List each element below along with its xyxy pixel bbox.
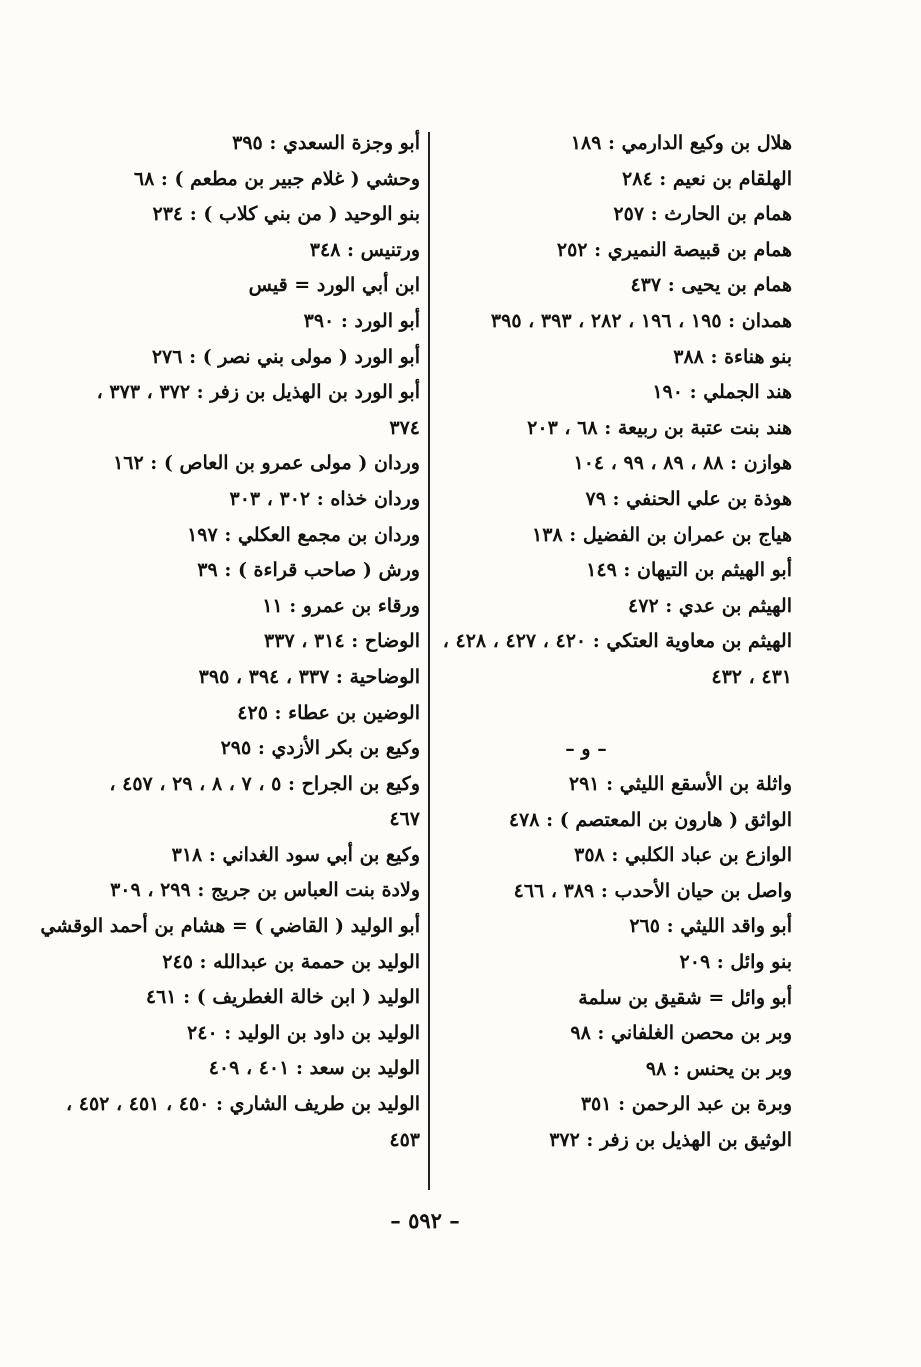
- index-entry: الوثيق بن الهذيل بن زفر : ٣٧٢: [549, 1129, 792, 1152]
- index-entry: الهيثم بن عدي : ٤٧٢: [628, 594, 792, 617]
- index-entry: أبو الورد : ٣٩٠: [303, 309, 420, 332]
- index-entry: الهلقام بن نعيم : ٢٨٤: [622, 167, 792, 190]
- index-entry: الوليد ( ابن خالة الغطريف ) : ٤٦١: [145, 986, 420, 1009]
- index-entry: الوضاح : ٣١٤ ، ٣٣٧: [264, 630, 420, 653]
- index-entry: ولادة بنت العباس بن جريج : ٢٩٩ ، ٣٠٩: [110, 879, 420, 902]
- index-entry: الوليد بن سعد : ٤٠١ ، ٤٠٩: [208, 1057, 420, 1080]
- index-entry: وبرة بن عبد الرحمن : ٣٥١: [580, 1093, 792, 1116]
- index-entry: همام بن الحارث : ٢٥٧: [613, 203, 792, 226]
- index-entry: ٤٥٣: [389, 1128, 420, 1151]
- index-entry: بنو وائل : ٢٠٩: [679, 951, 792, 974]
- index-entry: هند بنت عتبة بن ربيعة : ٦٨ ، ٢٠٣: [527, 416, 792, 439]
- right-column: [440, 126, 792, 1159]
- index-entry: الهيثم بن معاوية العتكي : ٤٢٠ ، ٤٢٧ ، ٤٢٨ ،: [442, 630, 792, 653]
- index-entry: ٤٣١ ، ٤٣٢: [711, 665, 792, 688]
- section-letter-waw: – و –: [565, 737, 607, 760]
- index-entry: أبو الهيثم بن التيهان : ١٤٩: [586, 559, 792, 582]
- index-entry: وكيع بن الجراح : ٥ ، ٧ ، ٨ ، ٢٩ ، ٤٥٧ ،: [109, 772, 420, 795]
- index-entry: ٣٧٤: [389, 416, 420, 439]
- index-entry: الواثق ( هارون بن المعتصم ) : ٤٧٨: [508, 808, 792, 831]
- index-entry: الوليد بن داود بن الوليد : ٢٤٠: [187, 1021, 420, 1044]
- index-entry: الوضين بن عطاء : ٤٢٥: [237, 701, 420, 724]
- index-entry: وبر بن محصن الغلفاني : ٩٨: [570, 1022, 792, 1045]
- index-entry: بنو هناءة : ٣٨٨: [673, 345, 792, 368]
- index-entry: أبو الوليد ( القاضي ) = هشام بن أحمد الوقشي: [40, 915, 420, 938]
- index-entry: ورتنيس : ٣٤٨: [309, 238, 420, 261]
- right-entries-bottom: [440, 767, 792, 1159]
- index-entry: واثلة بن الأسقع الليثي : ٢٩١: [568, 773, 792, 796]
- index-entry: همدان : ١٩٥ ، ١٩٦ ، ٢٨٢ ، ٣٩٣ ، ٣٩٥: [490, 309, 792, 332]
- index-entry: ابن أبي الورد = قيس: [248, 274, 420, 297]
- index-entry: هلال بن وكيع الدارمي : ١٨٩: [570, 132, 792, 154]
- left-entries: [40, 126, 420, 1158]
- index-entry: ورش ( صاحب قراءة ) : ٣٩: [197, 559, 420, 582]
- index-entry: هند الجملي : ١٩٠: [652, 381, 792, 404]
- index-entry: هياج بن عمران بن الفضيل : ١٣٨: [532, 523, 792, 546]
- index-entry: أبو وائل = شقيق بن سلمة: [578, 986, 792, 1009]
- index-entry: وردان ( مولى عمرو بن العاص ) : ١٦٢: [113, 452, 420, 475]
- index-entry: وردان بن مجمع العكلي : ١٩٧: [187, 523, 420, 546]
- index-entry: همام بن يحيى : ٤٣٧: [630, 274, 792, 297]
- index-entry: وكيع بن أبي سود الغداني : ٣١٨: [171, 843, 420, 866]
- left-column: [40, 126, 420, 1158]
- page-number: – ٥٩٢ –: [390, 1208, 460, 1233]
- right-entries-top: [440, 126, 792, 696]
- index-entry: ٤٦٧: [389, 808, 420, 831]
- index-entry: الوليد بن حممة بن عبدالله : ٢٤٥: [162, 950, 420, 973]
- index-entry: وبر بن يحنس : ٩٨: [645, 1057, 792, 1080]
- index-entry: هوذة بن علي الحنفي : ٧٩: [585, 487, 792, 510]
- index-entry: وحشي ( غلام جبير بن مطعم ) : ٦٨: [133, 167, 420, 190]
- index-entry: همام بن قبيصة النميري : ٢٥٢: [556, 238, 792, 261]
- index-entry: وردان خذاه : ٣٠٢ ، ٣٠٣: [229, 487, 420, 510]
- section-spacer: [440, 696, 792, 732]
- index-entry: أبو واقد الليثي : ٢٦٥: [629, 915, 792, 938]
- index-entry: الوازع بن عباد الكلبي : ٣٥٨: [574, 844, 792, 867]
- index-entry: بنو الوحيد ( من بني كلاب ) : ٢٣٤: [152, 203, 420, 226]
- index-entry: واصل بن حيان الأحدب : ٣٨٩ ، ٤٦٦: [513, 879, 792, 902]
- index-entry: الوليد بن طريف الشاري : ٤٥٠ ، ٤٥١ ، ٤٥٢ ،: [65, 1093, 420, 1116]
- index-entry: هوازن : ٨٨ ، ٨٩ ، ٩٩ ، ١٠٤: [573, 452, 792, 475]
- column-divider: [428, 132, 430, 1190]
- index-entry: وكيع بن بكر الأزدي : ٢٩٥: [220, 737, 420, 760]
- index-entry: أبو الورد بن الهذيل بن زفر : ٣٧٢ ، ٣٧٣ ،: [96, 381, 420, 404]
- index-entry: أبو الورد ( مولى بني نصر ) : ٢٧٦: [151, 345, 420, 368]
- index-entry: الوضاحية : ٣٣٧ ، ٣٩٤ ، ٣٩٥: [198, 665, 420, 688]
- index-entry: ورقاء بن عمرو : ١١: [262, 594, 420, 617]
- index-entry: أبو وجزة السعدي : ٣٩٥: [232, 132, 420, 154]
